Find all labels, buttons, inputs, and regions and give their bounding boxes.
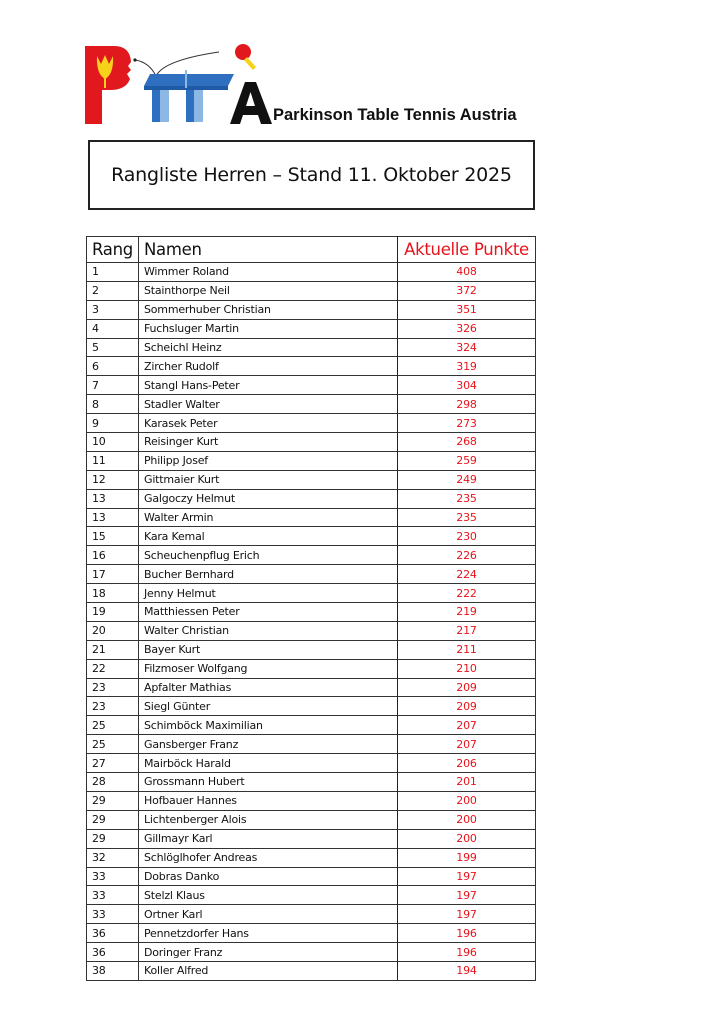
name-cell: Stainthorpe Neil: [139, 281, 398, 300]
name-cell: Walter Armin: [139, 508, 398, 527]
points-cell: 197: [398, 886, 536, 905]
table-row: [87, 584, 536, 603]
points-cell: 372: [398, 281, 536, 300]
points-cell: 259: [398, 451, 536, 470]
table-row: [87, 338, 536, 357]
table-row: [87, 943, 536, 962]
table-row: [87, 886, 536, 905]
points-cell: 197: [398, 905, 536, 924]
logo-letter-a: [230, 82, 272, 124]
points-cell: 200: [398, 791, 536, 810]
table-row: [87, 414, 536, 433]
name-cell: Sommerhuber Christian: [139, 300, 398, 319]
table-row: [87, 621, 536, 640]
points-cell: 273: [398, 414, 536, 433]
rank-cell: 29: [87, 810, 139, 829]
ball-trajectory: [135, 52, 219, 76]
name-cell: Mairböck Harald: [139, 754, 398, 773]
rank-cell: 23: [87, 697, 139, 716]
rank-cell: 19: [87, 603, 139, 622]
rank-cell: 25: [87, 716, 139, 735]
table-row: [87, 376, 536, 395]
rank-cell: 4: [87, 319, 139, 338]
name-cell: Ortner Karl: [139, 905, 398, 924]
ranking-table: [86, 236, 536, 981]
name-cell: Karasek Peter: [139, 414, 398, 433]
table-row: [87, 470, 536, 489]
rank-cell: 9: [87, 414, 139, 433]
rank-cell: 2: [87, 281, 139, 300]
points-cell: 408: [398, 263, 536, 282]
table-row: [87, 754, 536, 773]
points-cell: 298: [398, 395, 536, 414]
column-header-name: Namen: [139, 237, 398, 263]
rank-cell: 32: [87, 848, 139, 867]
name-cell: Bucher Bernhard: [139, 565, 398, 584]
table-row: [87, 527, 536, 546]
points-cell: 235: [398, 508, 536, 527]
name-cell: Gansberger Franz: [139, 735, 398, 754]
name-cell: Galgoczy Helmut: [139, 489, 398, 508]
points-cell: 224: [398, 565, 536, 584]
column-header-rank: Rang: [87, 237, 139, 263]
table-row: [87, 263, 536, 282]
rank-cell: 18: [87, 584, 139, 603]
rank-cell: 21: [87, 640, 139, 659]
name-cell: Grossmann Hubert: [139, 773, 398, 792]
table-row: [87, 716, 536, 735]
name-cell: Wimmer Roland: [139, 263, 398, 282]
points-cell: 211: [398, 640, 536, 659]
name-cell: Filzmoser Wolfgang: [139, 659, 398, 678]
rank-cell: 29: [87, 791, 139, 810]
table-row: [87, 810, 536, 829]
column-header-points: Aktuelle Punkte: [398, 237, 536, 263]
points-cell: 235: [398, 489, 536, 508]
table-row: [87, 546, 536, 565]
table-row: [87, 433, 536, 452]
points-cell: 324: [398, 338, 536, 357]
points-cell: 200: [398, 810, 536, 829]
points-cell: 351: [398, 300, 536, 319]
points-cell: 222: [398, 584, 536, 603]
name-cell: Scheichl Heinz: [139, 338, 398, 357]
name-cell: Philipp Josef: [139, 451, 398, 470]
points-cell: 226: [398, 546, 536, 565]
rank-cell: 11: [87, 451, 139, 470]
rank-cell: 33: [87, 886, 139, 905]
points-cell: 206: [398, 754, 536, 773]
table-row: [87, 773, 536, 792]
table-row: [87, 867, 536, 886]
name-cell: Hofbauer Hannes: [139, 791, 398, 810]
name-cell: Schlöglhofer Andreas: [139, 848, 398, 867]
table-row: [87, 640, 536, 659]
rank-cell: 13: [87, 508, 139, 527]
points-cell: 199: [398, 848, 536, 867]
rank-cell: 17: [87, 565, 139, 584]
table-row: [87, 961, 536, 980]
name-cell: Fuchsluger Martin: [139, 319, 398, 338]
table-row: [87, 848, 536, 867]
rank-cell: 6: [87, 357, 139, 376]
rank-cell: 8: [87, 395, 139, 414]
points-cell: 249: [398, 470, 536, 489]
name-cell: Koller Alfred: [139, 961, 398, 980]
rank-cell: 25: [87, 735, 139, 754]
points-cell: 217: [398, 621, 536, 640]
points-cell: 201: [398, 773, 536, 792]
name-cell: Dobras Danko: [139, 867, 398, 886]
name-cell: Scheuchenpflug Erich: [139, 546, 398, 565]
rank-cell: 28: [87, 773, 139, 792]
logo-table-tt: [144, 70, 234, 122]
rank-cell: 33: [87, 905, 139, 924]
rank-cell: 12: [87, 470, 139, 489]
rank-cell: 29: [87, 829, 139, 848]
title-box: [88, 140, 535, 210]
name-cell: Zircher Rudolf: [139, 357, 398, 376]
points-cell: 207: [398, 735, 536, 754]
name-cell: Kara Kemal: [139, 527, 398, 546]
table-row: [87, 357, 536, 376]
ptta-logo: [84, 42, 284, 128]
rank-cell: 33: [87, 867, 139, 886]
rank-cell: 5: [87, 338, 139, 357]
table-body: [87, 263, 536, 981]
name-cell: Apfalter Mathias: [139, 678, 398, 697]
rank-cell: 38: [87, 961, 139, 980]
rank-cell: 10: [87, 433, 139, 452]
name-cell: Stangl Hans-Peter: [139, 376, 398, 395]
name-cell: Stadler Walter: [139, 395, 398, 414]
rank-cell: 36: [87, 924, 139, 943]
table-row: [87, 508, 536, 527]
points-cell: 207: [398, 716, 536, 735]
points-cell: 230: [398, 527, 536, 546]
table-row: [87, 678, 536, 697]
name-cell: Matthiessen Peter: [139, 603, 398, 622]
table-row: [87, 395, 536, 414]
points-cell: 197: [398, 867, 536, 886]
rank-cell: 27: [87, 754, 139, 773]
points-cell: 210: [398, 659, 536, 678]
points-cell: 219: [398, 603, 536, 622]
rank-cell: 15: [87, 527, 139, 546]
name-cell: Lichtenberger Alois: [139, 810, 398, 829]
ball-icon: [133, 58, 136, 61]
table-row: [87, 319, 536, 338]
table-row: [87, 300, 536, 319]
points-cell: 319: [398, 357, 536, 376]
table-row: [87, 735, 536, 754]
organization-name: Parkinson Table Tennis Austria: [273, 106, 517, 124]
points-cell: 209: [398, 678, 536, 697]
table-row: [87, 697, 536, 716]
name-cell: Bayer Kurt: [139, 640, 398, 659]
points-cell: 209: [398, 697, 536, 716]
rank-cell: 36: [87, 943, 139, 962]
name-cell: Schimböck Maximilian: [139, 716, 398, 735]
name-cell: Pennetzdorfer Hans: [139, 924, 398, 943]
table-row: [87, 829, 536, 848]
logo-letter-p: [85, 46, 131, 124]
table-row: [87, 281, 536, 300]
table-header-row: [87, 237, 536, 263]
points-cell: 194: [398, 961, 536, 980]
points-cell: 200: [398, 829, 536, 848]
table-row: [87, 565, 536, 584]
rank-cell: 23: [87, 678, 139, 697]
table-row: [87, 905, 536, 924]
rank-cell: 13: [87, 489, 139, 508]
name-cell: Doringer Franz: [139, 943, 398, 962]
rank-cell: 3: [87, 300, 139, 319]
name-cell: Stelzl Klaus: [139, 886, 398, 905]
rank-cell: 22: [87, 659, 139, 678]
points-cell: 196: [398, 943, 536, 962]
rank-cell: 20: [87, 621, 139, 640]
name-cell: Walter Christian: [139, 621, 398, 640]
table-row: [87, 659, 536, 678]
page-title: Rangliste Herren – Stand 11. Oktober 2025: [111, 164, 512, 186]
name-cell: Gillmayr Karl: [139, 829, 398, 848]
points-cell: 196: [398, 924, 536, 943]
name-cell: Gittmaier Kurt: [139, 470, 398, 489]
rank-cell: 1: [87, 263, 139, 282]
points-cell: 304: [398, 376, 536, 395]
table-row: [87, 451, 536, 470]
name-cell: Reisinger Kurt: [139, 433, 398, 452]
table-row: [87, 603, 536, 622]
points-cell: 326: [398, 319, 536, 338]
name-cell: Jenny Helmut: [139, 584, 398, 603]
table-row: [87, 489, 536, 508]
rank-cell: 16: [87, 546, 139, 565]
table-row: [87, 924, 536, 943]
table-row: [87, 791, 536, 810]
paddle-icon: [235, 44, 256, 70]
name-cell: Siegl Günter: [139, 697, 398, 716]
points-cell: 268: [398, 433, 536, 452]
rank-cell: 7: [87, 376, 139, 395]
